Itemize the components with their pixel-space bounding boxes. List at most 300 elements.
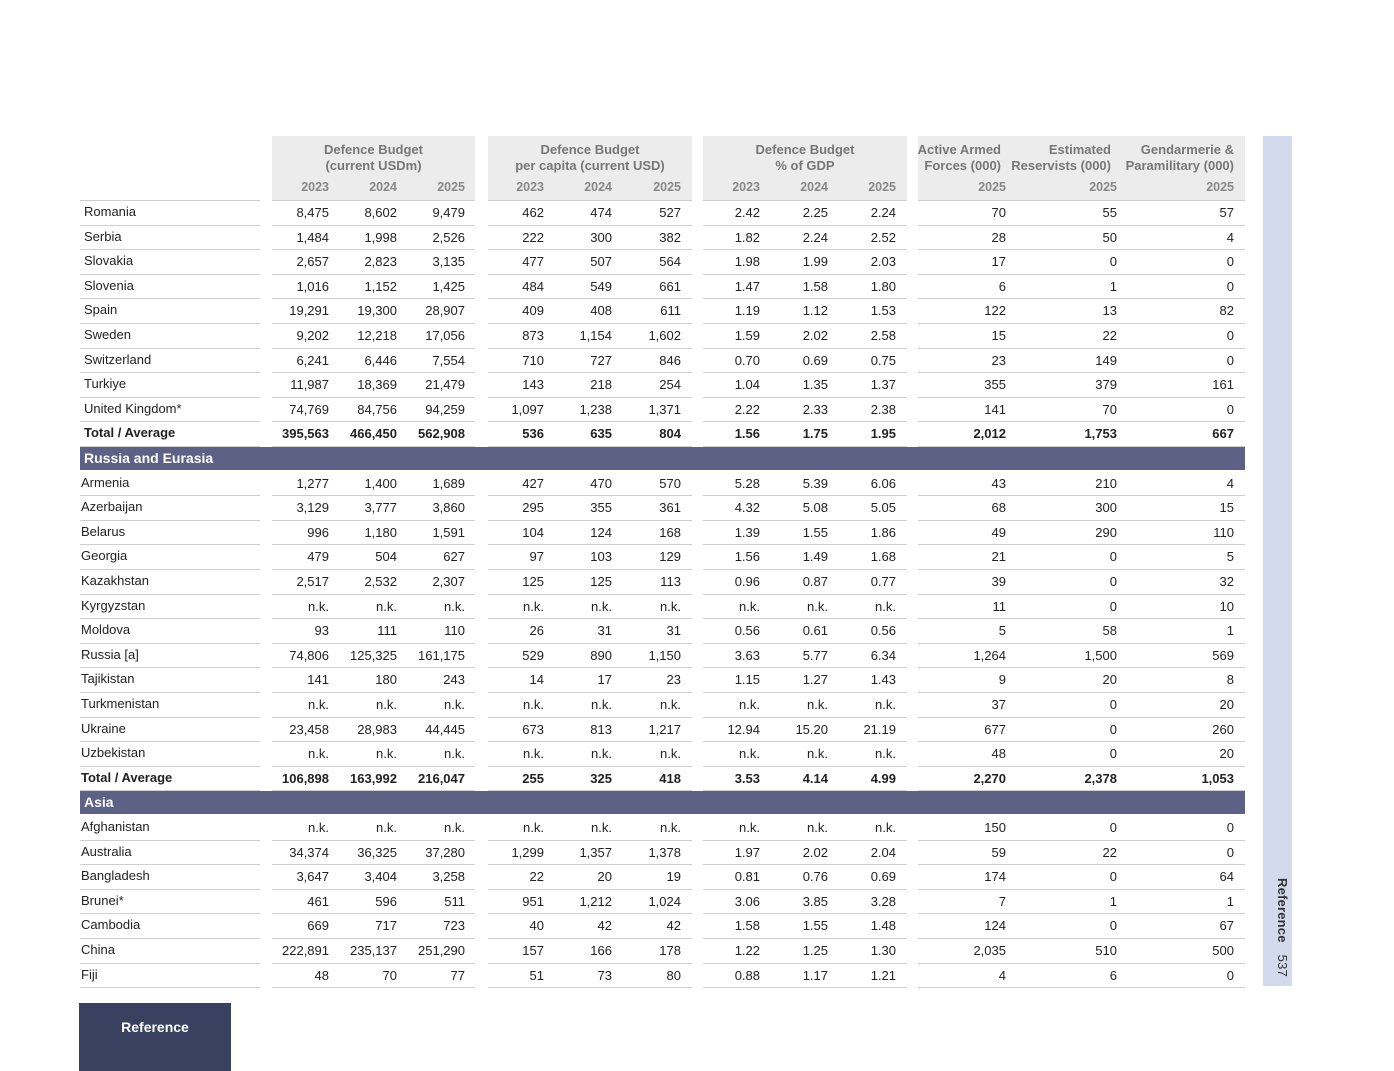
table-cell: 667	[1212, 426, 1234, 442]
table-cell: 64	[1219, 869, 1234, 885]
table-cell: 1.15	[734, 672, 760, 688]
table-cell: 0	[1109, 697, 1117, 712]
table-cell: 1.22	[734, 943, 760, 958]
header-per_capita: Defence Budget per capita (current USD)	[515, 142, 665, 173]
row-divider	[703, 692, 907, 693]
row-divider	[80, 938, 260, 939]
row-divider	[272, 766, 475, 767]
table-cell: 1,371	[648, 401, 681, 417]
table-cell: n.k.	[660, 746, 681, 762]
row-divider	[80, 692, 260, 693]
year-header: 2025	[653, 180, 681, 194]
table-cell: 0.96	[734, 574, 760, 589]
table-cell: 32	[1219, 574, 1234, 589]
header-budget: Defence Budget (current USDm)	[324, 142, 423, 173]
table-cell: 1.35	[802, 377, 828, 393]
row-divider	[488, 717, 692, 718]
table-cell: 57	[1219, 205, 1234, 220]
table-cell: 36,325	[357, 844, 397, 860]
row-divider	[80, 421, 260, 422]
table-cell: 8	[1226, 672, 1234, 688]
table-cell: 2,270	[973, 770, 1006, 786]
table-cell: 20	[1219, 746, 1234, 762]
table-cell: 661	[659, 278, 681, 294]
row-divider	[703, 249, 907, 250]
table-cell: 1.12	[802, 303, 828, 319]
row-divider	[272, 913, 475, 914]
table-cell: 1.95	[870, 426, 896, 442]
row-divider	[80, 594, 260, 595]
row-divider	[703, 594, 907, 595]
header-active: Active Armed Forces (000)	[917, 142, 1001, 173]
table-cell: 21.19	[863, 721, 896, 737]
table-cell: 68	[991, 500, 1006, 516]
year-header: 2023	[732, 180, 760, 194]
table-cell: 94,259	[425, 401, 465, 417]
table-cell: 157	[522, 943, 544, 958]
table-cell: 1,299	[511, 844, 544, 860]
table-cell: 59	[991, 844, 1006, 860]
table-cell: 669	[307, 918, 329, 934]
row-divider	[918, 298, 1245, 299]
table-cell: 710	[522, 352, 544, 368]
table-cell: 1,602	[648, 328, 681, 343]
table-cell: 44,445	[425, 721, 465, 737]
table-cell: n.k.	[308, 697, 329, 712]
table-cell: 408	[590, 303, 612, 319]
table-cell: n.k.	[376, 598, 397, 614]
country-name: Ukraine	[81, 720, 126, 736]
table-cell: 723	[443, 918, 465, 934]
row-divider	[703, 987, 907, 988]
header-reservists: Estimated Reservists (000)	[1011, 142, 1111, 173]
year-header: 2025	[978, 180, 1006, 194]
table-cell: 1.25	[802, 943, 828, 958]
table-cell: 3.53	[734, 770, 760, 786]
row-divider	[703, 889, 907, 890]
table-cell: n.k.	[875, 598, 896, 614]
table-cell: 11,987	[290, 377, 329, 393]
table-cell: 527	[659, 205, 681, 220]
table-cell: 3,258	[432, 869, 465, 885]
table-cell: 1.30	[870, 943, 896, 958]
table-cell: 596	[375, 893, 397, 909]
table-cell: 325	[590, 770, 612, 786]
table-cell: 19,291	[289, 303, 329, 319]
country-name: Turkmenistan	[81, 696, 160, 711]
table-cell: 15	[1219, 500, 1234, 516]
table-cell: 2.58	[870, 328, 896, 343]
table-cell: 18,369	[357, 377, 397, 393]
table-cell: 6,446	[364, 352, 397, 368]
table-cell: 20	[1102, 672, 1117, 688]
row-divider	[272, 741, 475, 742]
table-cell: n.k.	[739, 746, 760, 762]
table-cell: 1.58	[802, 278, 828, 294]
table-cell: 251,290	[418, 943, 465, 958]
table-cell: 635	[590, 426, 612, 442]
table-cell: 39	[991, 574, 1006, 589]
table-cell: 28,983	[357, 721, 397, 737]
row-divider	[80, 840, 260, 841]
table-cell: 15	[991, 328, 1006, 343]
row-divider	[488, 741, 692, 742]
table-cell: n.k.	[807, 820, 828, 835]
table-cell: 106,898	[282, 770, 329, 786]
table-cell: 20	[597, 869, 612, 885]
row-divider	[272, 372, 475, 373]
table-cell: 0	[1226, 352, 1234, 368]
table-cell: 0	[1226, 967, 1234, 983]
row-divider	[918, 717, 1245, 718]
row-divider	[80, 348, 260, 349]
row-divider	[272, 618, 475, 619]
row-divider	[488, 298, 692, 299]
table-cell: n.k.	[376, 746, 397, 762]
section-header: Asia	[80, 791, 1245, 814]
table-cell: 474	[590, 205, 612, 220]
table-cell: 21	[991, 549, 1006, 565]
table-cell: 1,212	[579, 893, 612, 909]
table-cell: 31	[666, 623, 681, 639]
row-divider	[80, 200, 260, 201]
table-cell: 2,532	[364, 574, 397, 589]
table-cell: n.k.	[591, 820, 612, 835]
row-divider	[918, 348, 1245, 349]
side-running-label: Reference537	[1275, 878, 1290, 977]
table-cell: 2.04	[870, 844, 896, 860]
row-divider	[918, 249, 1245, 250]
table-cell: 361	[659, 500, 681, 516]
table-cell: 9	[998, 672, 1006, 688]
table-cell: 222,891	[282, 943, 329, 958]
table-cell: 677	[984, 721, 1006, 737]
table-cell: 7	[998, 893, 1006, 909]
table-cell: 50	[1102, 229, 1117, 245]
row-divider	[703, 274, 907, 275]
table-cell: 0.77	[870, 574, 896, 589]
row-divider	[488, 421, 692, 422]
table-cell: n.k.	[376, 697, 397, 712]
row-divider	[80, 717, 260, 718]
table-cell: 484	[522, 278, 544, 294]
total-row-label: Total / Average	[84, 425, 176, 441]
country-name: Kazakhstan	[81, 573, 149, 588]
table-cell: 0.56	[870, 623, 896, 639]
row-divider	[918, 618, 1245, 619]
table-cell: 0	[1109, 918, 1117, 934]
table-cell: 28	[991, 229, 1006, 245]
country-name: United Kingdom*	[84, 400, 182, 416]
table-cell: n.k.	[660, 820, 681, 835]
table-cell: 93	[314, 623, 329, 639]
table-cell: 161	[1212, 377, 1234, 393]
table-cell: 210	[1095, 475, 1117, 491]
table-cell: 1.55	[802, 524, 828, 540]
row-divider	[918, 963, 1245, 964]
section-header: Russia and Eurasia	[80, 447, 1245, 470]
table-cell: 2.02	[802, 328, 828, 343]
table-cell: 951	[522, 893, 544, 909]
table-cell: 1.99	[802, 254, 828, 270]
row-divider	[703, 397, 907, 398]
row-divider	[272, 938, 475, 939]
row-divider	[703, 495, 907, 496]
row-divider	[703, 766, 907, 767]
row-divider	[80, 569, 260, 570]
table-cell: 178	[659, 943, 681, 958]
table-cell: 0.69	[870, 869, 896, 885]
table-cell: 0	[1109, 598, 1117, 614]
table-cell: 124	[984, 918, 1006, 934]
table-cell: 0	[1109, 820, 1117, 835]
table-cell: 141	[984, 401, 1006, 417]
table-cell: 2.33	[802, 401, 828, 417]
country-name: Tajikistan	[81, 671, 135, 687]
row-divider	[703, 298, 907, 299]
table-cell: 1.58	[734, 918, 760, 934]
table-cell: n.k.	[444, 598, 465, 614]
table-cell: 611	[660, 303, 681, 319]
country-name: China	[81, 942, 115, 957]
row-divider	[918, 643, 1245, 644]
table-cell: 14	[529, 672, 544, 688]
table-cell: 1.43	[870, 672, 896, 688]
row-divider	[703, 840, 907, 841]
table-cell: 43	[991, 475, 1006, 491]
table-cell: 1,753	[1084, 426, 1117, 442]
table-cell: 1.47	[734, 278, 760, 294]
row-divider	[272, 889, 475, 890]
table-cell: 73	[597, 967, 612, 983]
table-cell: 42	[666, 918, 681, 934]
table-cell: 355	[590, 500, 612, 516]
table-cell: n.k.	[523, 820, 544, 835]
table-cell: n.k.	[739, 820, 760, 835]
row-divider	[272, 397, 475, 398]
table-cell: 1.53	[870, 303, 896, 319]
table-cell: 500	[1212, 943, 1234, 958]
reference-tab[interactable]: Reference	[79, 1003, 231, 1071]
table-cell: 2,526	[432, 229, 465, 245]
table-cell: 2.52	[870, 229, 896, 245]
table-cell: 1.48	[870, 918, 896, 934]
table-cell: n.k.	[308, 820, 329, 835]
row-divider	[80, 889, 260, 890]
table-cell: 129	[659, 549, 681, 565]
row-divider	[918, 692, 1245, 693]
table-cell: 149	[1095, 352, 1117, 368]
row-divider	[918, 372, 1245, 373]
row-divider	[918, 323, 1245, 324]
table-cell: 168	[659, 524, 681, 540]
table-cell: 0.75	[870, 352, 896, 368]
country-name: Slovenia	[84, 277, 134, 293]
table-cell: 122	[984, 303, 1006, 319]
row-divider	[918, 667, 1245, 668]
table-cell: n.k.	[376, 820, 397, 835]
table-cell: 4	[1226, 475, 1234, 491]
table-cell: 1.56	[734, 549, 760, 565]
table-cell: n.k.	[807, 598, 828, 614]
table-cell: 166	[590, 943, 612, 958]
row-divider	[488, 520, 692, 521]
table-cell: 180	[375, 672, 397, 688]
table-cell: 382	[659, 229, 681, 245]
row-divider	[80, 495, 260, 496]
table-cell: 1,024	[648, 893, 681, 909]
year-header: 2025	[1089, 180, 1117, 194]
table-cell: 58	[1102, 623, 1117, 639]
table-cell: 216,047	[418, 770, 465, 786]
table-cell: 37	[991, 697, 1006, 712]
table-cell: 846	[659, 352, 681, 368]
table-cell: 67	[1219, 918, 1234, 934]
table-cell: 1,154	[579, 328, 612, 343]
table-cell: 1,264	[973, 647, 1006, 663]
table-cell: 174	[984, 869, 1006, 885]
table-cell: 717	[375, 918, 397, 934]
row-divider	[703, 225, 907, 226]
country-name: Romania	[84, 204, 137, 219]
table-cell: 111	[377, 623, 397, 639]
table-cell: 890	[590, 647, 612, 663]
row-divider	[272, 274, 475, 275]
table-cell: 8,475	[296, 205, 329, 220]
country-name: Afghanistan	[81, 819, 150, 834]
table-cell: 8,602	[364, 205, 397, 220]
country-name: Serbia	[84, 228, 122, 244]
row-divider	[918, 200, 1245, 201]
row-divider	[488, 544, 692, 545]
table-cell: 161,175	[418, 647, 465, 663]
table-cell: 1,180	[364, 524, 397, 540]
table-cell: 77	[450, 967, 465, 983]
country-name: Turkiye	[84, 376, 127, 392]
table-cell: 2,657	[296, 254, 329, 270]
row-divider	[80, 643, 260, 644]
table-cell: 243	[443, 672, 465, 688]
row-divider	[703, 913, 907, 914]
table-cell: 80	[666, 967, 681, 983]
row-divider	[918, 544, 1245, 545]
table-cell: n.k.	[807, 697, 828, 712]
table-cell: 1	[1109, 893, 1117, 909]
table-cell: 2.42	[734, 205, 760, 220]
year-header: 2023	[516, 180, 544, 194]
country-name: Slovakia	[84, 253, 134, 269]
row-divider	[80, 323, 260, 324]
table-cell: 19,300	[357, 303, 397, 319]
row-divider	[488, 987, 692, 988]
table-cell: 235,137	[350, 943, 397, 958]
year-header: 2025	[437, 180, 465, 194]
country-name: Brunei*	[81, 892, 124, 908]
table-cell: 110	[444, 623, 465, 639]
row-divider	[703, 963, 907, 964]
table-cell: 17,056	[425, 328, 465, 343]
row-divider	[272, 495, 475, 496]
row-divider	[272, 643, 475, 644]
table-cell: 0	[1109, 721, 1117, 737]
table-cell: 6.06	[870, 475, 896, 491]
row-divider	[918, 987, 1245, 988]
table-cell: 125	[522, 574, 544, 589]
row-divider	[918, 938, 1245, 939]
row-divider	[80, 397, 260, 398]
row-divider	[488, 643, 692, 644]
table-cell: 2,517	[296, 574, 329, 589]
table-cell: 290	[1095, 524, 1117, 540]
table-cell: 0	[1226, 254, 1234, 270]
table-cell: 3,404	[364, 869, 397, 885]
table-cell: 1,484	[296, 229, 329, 245]
table-cell: 0.76	[802, 869, 828, 885]
table-cell: 873	[522, 328, 544, 343]
table-cell: 143	[522, 377, 544, 393]
table-cell: 0.70	[734, 352, 760, 368]
table-cell: 529	[522, 647, 544, 663]
row-divider	[703, 741, 907, 742]
table-cell: 1.55	[802, 918, 828, 934]
row-divider	[272, 692, 475, 693]
row-divider	[488, 200, 692, 201]
table-cell: 3,135	[432, 254, 465, 270]
table-cell: 218	[590, 377, 612, 393]
table-cell: 10	[1219, 598, 1234, 614]
country-name: Armenia	[81, 474, 130, 490]
table-cell: n.k.	[308, 598, 329, 614]
table-cell: n.k.	[523, 697, 544, 712]
table-cell: 511	[444, 893, 465, 909]
row-divider	[918, 864, 1245, 865]
table-cell: 1,238	[579, 401, 612, 417]
table-cell: n.k.	[807, 746, 828, 762]
table-cell: 19	[666, 869, 681, 885]
table-cell: 97	[529, 549, 544, 565]
table-cell: 1.82	[734, 229, 760, 245]
row-divider	[488, 225, 692, 226]
table-cell: 3,777	[364, 500, 397, 516]
table-cell: 5	[1226, 549, 1234, 565]
row-divider	[703, 569, 907, 570]
table-cell: 222	[522, 229, 544, 245]
table-cell: n.k.	[875, 820, 896, 835]
row-divider	[272, 323, 475, 324]
table-cell: n.k.	[444, 746, 465, 762]
table-cell: 996	[307, 524, 329, 540]
table-cell: 104	[522, 524, 544, 540]
row-divider	[272, 594, 475, 595]
table-cell: 2.02	[802, 844, 828, 860]
table-cell: 17	[597, 672, 612, 688]
table-cell: n.k.	[660, 598, 681, 614]
table-cell: 42	[597, 918, 612, 934]
row-divider	[272, 717, 475, 718]
table-cell: 727	[590, 352, 612, 368]
year-header: 2025	[1206, 180, 1234, 194]
row-divider	[272, 249, 475, 250]
table-cell: 2,378	[1084, 770, 1117, 786]
table-cell: 51	[529, 967, 544, 983]
country-name: Sweden	[84, 327, 131, 342]
country-name: Georgia	[81, 548, 128, 564]
table-cell: n.k.	[523, 598, 544, 614]
table-cell: 536	[522, 426, 544, 442]
table-cell: n.k.	[739, 697, 760, 712]
row-divider	[703, 421, 907, 422]
row-divider	[488, 495, 692, 496]
